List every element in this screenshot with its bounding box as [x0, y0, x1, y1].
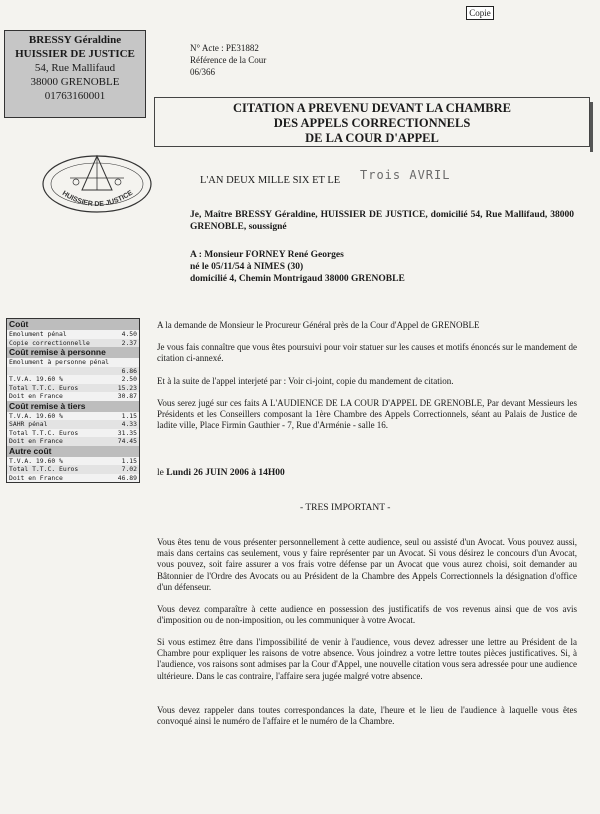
cost-table	[6, 318, 140, 483]
cost-row	[7, 358, 139, 367]
cost-value: 2.50	[121, 375, 137, 383]
huissier-city: 38000 GRENOBLE	[30, 76, 120, 88]
cost-row	[7, 375, 139, 384]
cost-row	[7, 330, 139, 339]
addressee-domicile: domicilié 4, Chemin Montrigaud 38000 GRENOBLE	[190, 274, 405, 284]
copie-stamp: Copie	[466, 6, 494, 20]
cost-row	[7, 392, 139, 401]
acte-number: N° Acte : PE31882	[190, 43, 259, 53]
addressee-name: A : Monsieur FORNEY René Georges	[190, 250, 344, 260]
cost-label: T.V.A. 19.60 %	[9, 456, 63, 465]
cost-section-header: Autre coût	[7, 446, 139, 457]
paragraph-demande: A la demande de Monsieur le Procureur Général près de la Cour d'Appel de GRENOBLE	[157, 320, 480, 330]
cost-section-header: Coût remise à personne	[7, 347, 139, 358]
cost-label: Doit en France	[9, 392, 63, 400]
cost-value: 7.02	[121, 465, 137, 473]
cost-row	[7, 339, 139, 348]
cost-label: T.V.A. 19.60 %	[9, 375, 63, 383]
tres-important-heading: - TRES IMPORTANT -	[300, 503, 391, 513]
cost-label: Doit en France	[9, 437, 63, 445]
cost-row	[7, 367, 139, 376]
cost-label: Emolument à personne pénal	[9, 358, 110, 366]
date-line: L'AN DEUX MILLE SIX ET LE	[200, 175, 341, 186]
huissier-title: HUISSIER DE JUSTICE	[15, 48, 135, 60]
huissier-street: 54, Rue Mallifaud	[34, 62, 116, 74]
cost-value: 74.45	[117, 437, 137, 445]
ref-label: Référence de la Cour	[190, 55, 267, 65]
title-line-3: DE LA COUR D'APPEL	[305, 131, 439, 145]
cost-section-header: Coût remise à tiers	[7, 401, 139, 412]
cost-label: SAHR pénal	[9, 420, 48, 428]
cost-label: Total T.T.C. Euros	[9, 465, 79, 473]
title-line-2: DES APPELS CORRECTIONNELS	[273, 116, 471, 130]
cost-value: 31.35	[117, 428, 137, 437]
cost-value: 46.89	[117, 473, 137, 482]
cost-section-header: Coût	[7, 319, 139, 330]
paragraph-audience: Vous serez jugé sur ces faits A L'AUDIENCE DE LA COUR D'APPEL DE GRENOBLE, Par devant Messieurs les Présidents et les Conseillers composant la 1ère Chambre des Appels Correctionnels, séant au Palais de Justice de ladite ville, Place Firmin Gauthier - 7, Rue d'Arménie - salle 16.	[157, 398, 577, 431]
cost-row	[7, 437, 139, 446]
paragraph-appel: Et à la suite de l'appel interjeté par : Voir ci-joint, copie du mandement de citation.	[157, 376, 454, 386]
hearing-date-value: Lundi 26 JUIN 2006 à 14H00	[166, 468, 285, 478]
cost-value: 1.15	[121, 456, 137, 465]
document-title	[154, 97, 590, 147]
huissier-name: BRESSY Géraldine	[28, 34, 122, 46]
cost-value: 4.33	[121, 420, 137, 428]
cost-row	[7, 474, 139, 483]
cost-row	[7, 384, 139, 393]
seal-text: HUISSIER DE JUSTICE	[60, 189, 135, 209]
paragraph-correspondances: Vous devez rappeler dans toutes correspondances la date, l'heure et le lieu de l'audience à laquelle vous êtes convoqué ainsi le numéro de l'affaire et le numéro de la Chambre.	[157, 705, 577, 727]
cost-label: Copie correctionnelle	[9, 338, 90, 347]
paragraph-absence: Si vous estimez être dans l'impossibilité de venir à l'audience, vous devez adresser une lettre au Président de la Chambre pour expliquer les raisons de votre absence. Vous joindrez a votre lettre toutes pièces justificatives. Si, à l'audience, vos raisons sont admises par la Cour d'Appel, une nouvelle citation vous sera adressée pour une audience ultérieure. Dans le cas contraire, l'affaire sera jugée malgré votre absence.	[157, 637, 577, 681]
je-paragraph: Je, Maître BRESSY Géraldine, HUISSIER DE JUSTICE, domicilié 54, Rue Mallifaud, 38000 GRENOBLE, soussigné	[190, 210, 574, 232]
addressee-block	[190, 249, 405, 285]
cost-label: Emolument pénal	[9, 330, 67, 338]
date-stamp: Trois AVRIL	[360, 168, 451, 182]
cost-value: 15.23	[117, 383, 137, 392]
cost-value: 2.37	[121, 338, 137, 347]
cost-row	[7, 457, 139, 466]
cost-row	[7, 465, 139, 474]
cost-row	[7, 412, 139, 421]
cost-label: Doit en France	[9, 473, 63, 482]
paragraph-poursuivi: Je vous fais connaître que vous êtes poursuivi pour voir statuer sur les causes et motifs énoncés sur le mandement de citation ci-annexé.	[157, 342, 577, 364]
reference-block	[190, 42, 266, 78]
cost-value: 6.86	[121, 366, 137, 375]
huissier-header	[4, 30, 146, 118]
cost-row	[7, 420, 139, 429]
huissier-seal-icon	[38, 150, 156, 216]
cost-label: Total T.T.C. Euros	[9, 383, 79, 392]
cost-value: 4.50	[121, 330, 137, 338]
cost-label: Total T.T.C. Euros	[9, 428, 79, 437]
paragraph-avocat: Vous êtes tenu de vous présenter personnellement à cette audience, seul ou assisté d'un Avocat. Vous pouvez aussi, mais dans certains cas seulement, vous y faire représenter par un Avocat. Si vous désirez le concours d'un Avocat, vous pouvez, soit faire assurer a vos frais votre défense par un Avocat que vous aurez choisi, soit demander au Bâtonnier de l'Ordre des Avocats ou au Président de la Chambre des Appels Correctionnels la désignation d'office d'un défenseur.	[157, 537, 577, 592]
ref-number: 06/366	[190, 67, 216, 77]
hearing-date	[157, 468, 285, 478]
title-line-1: CITATION A PREVENU DEVANT LA CHAMBRE	[233, 101, 511, 115]
paragraph-justificatifs: Vous devez comparaître à cette audience en possession des justificatifs de vos revenus ainsi que de vos avis d'imposition ou de non-imposition, ou les communiquer à votre Avocat.	[157, 604, 577, 626]
cost-value: 30.87	[117, 392, 137, 400]
huissier-phone: 01763160001	[44, 90, 106, 102]
hearing-date-prefix: le	[157, 468, 167, 478]
addressee-birth: né le 05/11/54 à NIMES (30)	[190, 262, 304, 272]
svg-text:HUISSIER DE JUSTICE	[61, 189, 135, 208]
cost-row	[7, 429, 139, 438]
cost-label: T.V.A. 19.60 %	[9, 411, 63, 420]
cost-value: 1.15	[121, 411, 137, 420]
